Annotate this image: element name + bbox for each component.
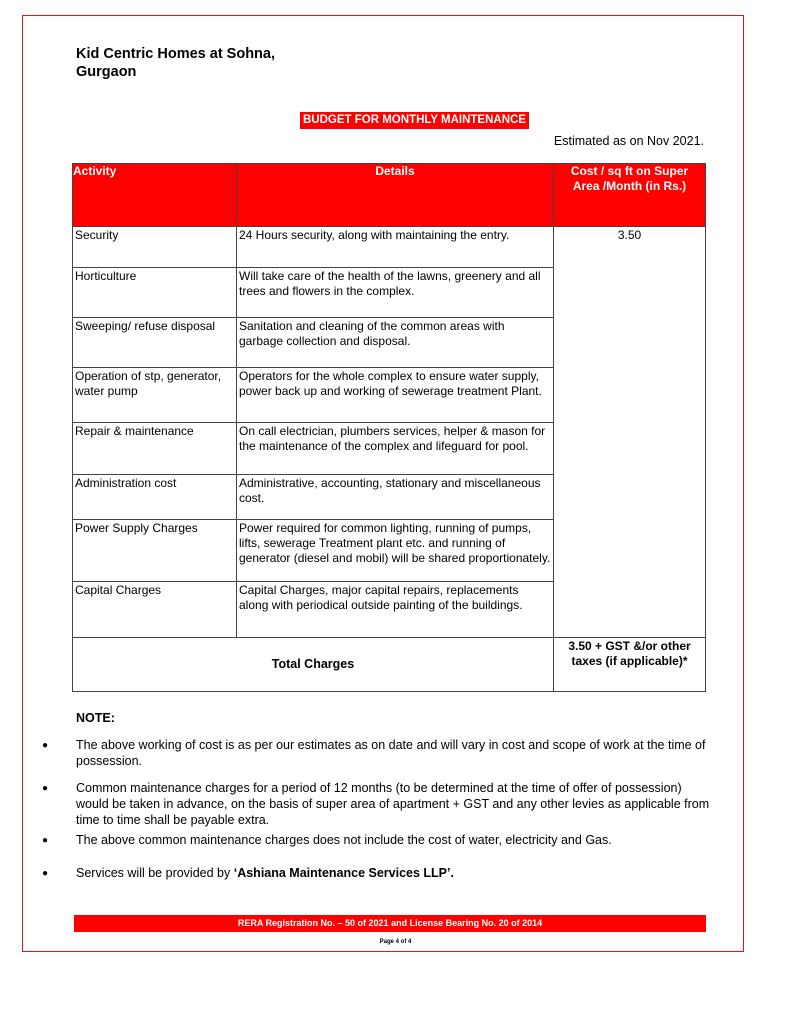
activity-cell: Sweeping/ refuse disposal: [73, 318, 237, 368]
header-cost: [554, 164, 706, 227]
activity-cell: Administration cost: [73, 475, 237, 520]
activity-cell: Repair & maintenance: [73, 423, 237, 475]
estimated-date: Estimated as on Nov 2021.: [553, 134, 704, 148]
note-label: NOTE:: [76, 711, 115, 725]
header-details: Details: [237, 164, 554, 227]
maintenance-budget-table: [72, 163, 706, 692]
table-row: [73, 227, 706, 268]
details-cell: Will take care of the health of the lawns, greenery and all trees and flowers in the complex.: [237, 268, 554, 318]
table-header-row: [73, 164, 706, 227]
details-cell: Power required for common lighting, running of pumps, lifts, sewerage Treatment plant etc. and running of generator (diesel and mobil) will be shared proportionately.: [237, 520, 554, 582]
total-cost-line-2: taxes (if applicable)*: [571, 654, 688, 668]
note-item: The above common maintenance charges does not include the cost of water, electricity and Gas.: [76, 833, 612, 847]
total-charges-label: Total Charges: [73, 638, 554, 692]
details-cell: Administrative, accounting, stationary and miscellaneous cost.: [237, 475, 554, 520]
company-line-2: Gurgaon: [76, 64, 137, 80]
activity-cell: Horticulture: [73, 268, 237, 318]
bullet-icon: ●: [42, 783, 49, 794]
header-activity: Activity: [73, 164, 237, 227]
services-text: Services will be provided by: [76, 866, 231, 880]
details-cell: 24 Hours security, along with maintaining the entry.: [237, 227, 554, 268]
bullet-icon: ●: [42, 868, 49, 879]
company-line-1: Kid Centric Homes at Sohna,: [76, 46, 276, 62]
rera-footer: RERA Registration No. – 50 of 2021 and License Bearing No. 20 of 2014: [74, 915, 706, 932]
service-provider: ‘Ashiana Maintenance Services LLP’.: [233, 866, 454, 880]
details-cell: Operators for the whole complex to ensure water supply, power back up and working of sewerage treatment Plant.: [237, 368, 554, 423]
activity-cell: Capital Charges: [73, 582, 237, 638]
note-item: Common maintenance charges for a period of 12 months (to be determined at the time of offer of possession) would be taken in advance, on the basis of super area of apartment + GST and any other levies as applicable from time to time shall be payable extra.: [76, 781, 710, 827]
details-cell: Sanitation and cleaning of the common areas with garbage collection and disposal.: [237, 318, 554, 368]
total-charges-value: [554, 638, 706, 692]
details-cell: On call electrician, plumbers services, helper & mason for the maintenance of the complex and lifeguard for pool.: [237, 423, 554, 475]
activity-cell: Power Supply Charges: [73, 520, 237, 582]
note-item: The above working of cost is as per our estimates as on date and will vary in cost and scope of work at the time of possession.: [76, 738, 706, 768]
activity-cell: Security: [73, 227, 237, 268]
bullet-icon: ●: [42, 740, 49, 751]
header-cost-line-1: Cost / sq ft on Super: [570, 164, 689, 178]
total-row: [73, 638, 706, 692]
total-cost-line-1: 3.50 + GST &/or other: [568, 639, 691, 653]
note-item-services: [76, 865, 716, 881]
details-cell: Capital Charges, major capital repairs, replacements along with periodical outside painting of the buildings.: [237, 582, 554, 638]
page-number: Page 4 of 4: [379, 939, 412, 945]
header-cost-line-2: Area /Month (in Rs.): [572, 179, 687, 193]
budget-title: BUDGET FOR MONTHLY MAINTENANCE: [300, 112, 529, 129]
cost-cell: 3.50: [554, 227, 706, 638]
activity-cell: Operation of stp, generator, water pump: [73, 368, 237, 423]
company-name: [76, 45, 275, 81]
bullet-icon: ●: [42, 835, 49, 846]
